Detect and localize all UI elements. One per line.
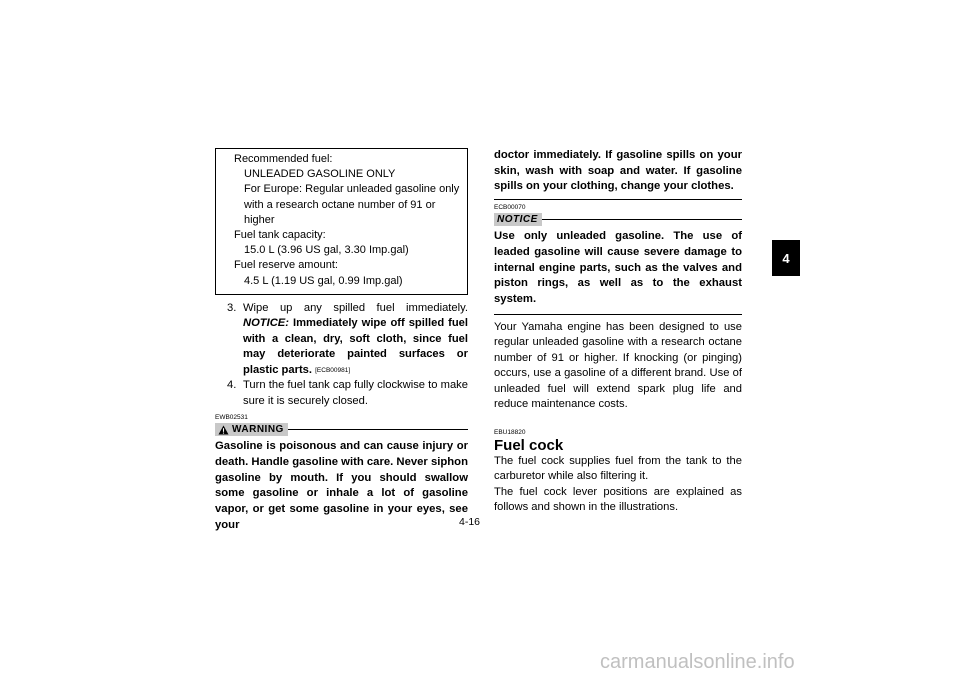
notice-code: ECB00070 [494,204,526,212]
step-body [243,378,468,409]
notice-end-rule [494,314,742,315]
step-item [215,378,468,409]
warning-text-part2: doctor immediately. If gasoline spills on your skin, wash with soap and water. If gasoline spills on your clothing, change your clothes. [494,149,742,193]
reserve-amount-value: 4.5 L (1.19 US gal, 0.99 Imp.gal) [244,274,403,287]
inline-notice-code: [ECB00981] [315,366,351,374]
right-column [494,148,742,516]
warning-code: EWB02531 [215,414,248,422]
step-number: 4. [227,379,237,392]
octane-paragraph: Your Yamaha engine has been designed to use regular unleaded gasoline with a research octane number of 91 or higher. If knocking (or pinging) occurs, use a gasoline of a different brand. Use of unleaded fuel will extend spark plug life and reduce maintenance costs. [494,320,742,411]
watermark: carmanualsonline.info [600,651,795,673]
fuel-cock-paragraph-1: The fuel cock supplies fuel from the tank to the carburetor while also filtering it. [494,454,742,483]
reserve-amount-label: Fuel reserve amount: [234,259,338,272]
chapter-tab: 4 [772,240,800,276]
europe-fuel-note: For Europe: Regular unleaded gasoline only with a research octane number of 91 or higher [244,183,460,226]
section-title: Fuel cock [494,436,564,454]
notice-header [494,213,742,226]
step-list [215,301,468,410]
notice-rule [542,219,742,220]
tank-capacity-value: 15.0 L (3.96 US gal, 3.30 Imp.gal) [244,244,409,257]
left-column [215,148,468,534]
fuel-cock-paragraph-2: The fuel cock lever positions are explained as follows and shown in the illustrations. [494,485,742,514]
warning-triangle-icon [218,425,229,435]
page-number: 4-16 [459,516,481,528]
step-body [243,301,468,379]
warning-header [215,423,468,436]
warning-end-rule [494,199,742,200]
warning-text-part1: Gasoline is poisonous and can cause injury or death. Handle gasoline with care. Never siphon gasoline by mouth. If you should swallow some gasoline or inhale a lot of gasoline vapor, or get some gasoline in your eyes, see your [215,440,468,531]
inline-notice-text: Immediately wipe off spilled fuel with a clean, dry, soft cloth, since fuel may deteriorate painted surfaces or plastic parts. [243,317,469,376]
recommended-fuel-value: UNLEADED GASOLINE ONLY [244,168,396,181]
notice-text: Use only unleaded gasoline. The use of leaded gasoline will cause severe damage to internal engine parts, such as the valves and piston rings, as well as to the exhaust system. [494,230,742,305]
tank-capacity-label: Fuel tank capacity: [234,229,326,242]
inline-notice-label: NOTICE: [243,317,289,330]
step-text: Wipe up any spilled fuel immediately. [243,301,468,314]
fuel-spec-box [215,148,468,295]
warning-badge [215,423,288,436]
step-number: 3. [227,301,237,314]
warning-badge-label: WARNING [232,424,284,436]
step-text: Turn the fuel tank cap fully clockwise to make sure it is securely closed. [243,379,468,407]
step-item [215,301,468,379]
recommended-fuel-label: Recommended fuel: [234,153,333,165]
fuel-cock-code: EBU18820 [494,428,526,436]
warning-rule [288,429,468,430]
notice-badge: NOTICE [494,213,542,226]
